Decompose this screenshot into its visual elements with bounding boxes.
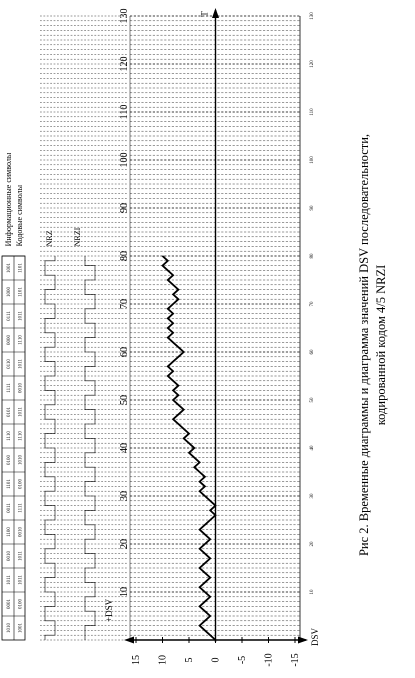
- time-axis-label: T: [199, 11, 210, 17]
- info-symbol-cell: 1001: [7, 263, 12, 273]
- dsv-tick-label: 5: [184, 657, 195, 663]
- time-tick-label: 130: [119, 8, 130, 24]
- dsv-tick-label: -10: [263, 653, 275, 667]
- info-symbol-cell: 0001: [7, 599, 12, 609]
- info-symbol-cell: 1100: [7, 527, 12, 537]
- time-tick-small: 10: [310, 589, 315, 595]
- code-symbol-cell: 1110: [18, 335, 24, 345]
- info-symbol-cell: 0000: [7, 335, 12, 345]
- code-symbol-cell: 0100: [18, 599, 24, 609]
- info-symbol-cell: 1101: [7, 479, 12, 489]
- info-symbol-cell: 1110: [7, 431, 12, 441]
- code-symbol-cell: 0010: [18, 527, 24, 537]
- code-symbol-cell: 1101: [18, 263, 24, 273]
- time-tick-label: 40: [119, 443, 130, 453]
- info-symbol-cell: 0111: [7, 311, 12, 321]
- code-symbol-cell: 1111: [18, 503, 24, 513]
- time-tick-small: 80: [310, 253, 315, 259]
- info-symbol-cell: 0101: [7, 407, 12, 417]
- time-tick-small: 40: [310, 445, 315, 451]
- code-symbol-cell: 1001: [18, 623, 24, 633]
- signal-rows: [2, 16, 128, 640]
- nrzi-row-label: NRZI: [73, 227, 82, 247]
- dsv-tick-label: 0: [210, 657, 222, 663]
- code-symbol-cell: 1110: [18, 431, 24, 441]
- info-symbol-cell: 1000: [7, 287, 12, 297]
- dsv-axis-label: DSV: [310, 627, 320, 646]
- dsv-tick-label: -5: [237, 655, 248, 665]
- code-symbols-row-label: Кодовые символы: [15, 185, 24, 247]
- dsv-tick-label: 15: [131, 655, 142, 665]
- time-tick-label: 110: [119, 104, 130, 120]
- code-symbol-cell: 1011: [18, 407, 24, 417]
- dsv-plus-label: +DSV: [104, 598, 114, 622]
- info-symbol-cell: 1011: [7, 575, 12, 585]
- time-tick-small: 60: [310, 349, 315, 355]
- time-tick-label: 70: [119, 299, 130, 309]
- time-tick-small: 100: [310, 156, 315, 164]
- info-symbol-cell: 0011: [7, 503, 12, 513]
- time-tick-small: 20: [310, 541, 315, 547]
- dsv-axis-arrow: [298, 637, 308, 644]
- time-tick-label: 100: [119, 152, 130, 168]
- code-symbol-cell: 1011: [18, 311, 24, 321]
- time-tick-label: 50: [119, 395, 130, 405]
- info-symbol-cell: 0110: [7, 359, 12, 369]
- plot-axes: [124, 8, 308, 644]
- code-symbol-cell: 1011: [18, 575, 24, 585]
- time-tick-small: 110: [310, 108, 315, 116]
- time-axis-arrow: [212, 8, 219, 18]
- info-symbol-cell: 1010: [7, 623, 12, 633]
- nrzi-waveform: [85, 256, 95, 640]
- info-symbol-cell: 0010: [7, 551, 12, 561]
- time-tick-label: 30: [119, 491, 130, 501]
- time-tick-label: 90: [119, 203, 130, 213]
- time-tick-label: 60: [119, 347, 130, 357]
- time-tick-label: 80: [119, 251, 130, 261]
- time-tick-small: 120: [310, 60, 315, 68]
- caption-line-1: Рис 2. Временные диаграммы и диаграмма значений DSV последовательности,: [357, 133, 371, 557]
- info-symbol-cell: 1111: [7, 383, 12, 393]
- code-symbol-cell: 1011: [18, 551, 24, 561]
- code-symbol-cell: 0100: [18, 479, 24, 489]
- time-tick-small: 50: [310, 397, 315, 403]
- time-tick-small: 130: [310, 12, 315, 20]
- time-tick-small: 90: [310, 205, 315, 211]
- time-tick-small: 70: [310, 301, 315, 307]
- dsv-tick-label: -15: [290, 653, 301, 667]
- code-symbol-cell: 1010: [18, 455, 24, 465]
- time-tick-label: 120: [119, 56, 130, 72]
- info-symbols-row-label: Информационные символы: [4, 152, 13, 247]
- code-symbol-cell: 1011: [18, 359, 24, 369]
- dsv-tick-label: 10: [157, 655, 169, 665]
- nrz-row-label: NRZ: [45, 230, 54, 247]
- code-symbol-cell: 0010: [18, 383, 24, 393]
- nrz-waveform: [45, 256, 55, 640]
- time-tick-label: 10: [119, 587, 130, 597]
- info-symbol-cell: 0100: [7, 455, 12, 465]
- time-tick-label: 20: [119, 539, 130, 549]
- code-symbol-cell: 1101: [18, 287, 24, 297]
- caption-line-2: кодированной кодом 4/5 NRZI: [374, 264, 388, 426]
- time-tick-small: 30: [310, 493, 315, 499]
- dsv-axis-arrow-left: [124, 637, 134, 644]
